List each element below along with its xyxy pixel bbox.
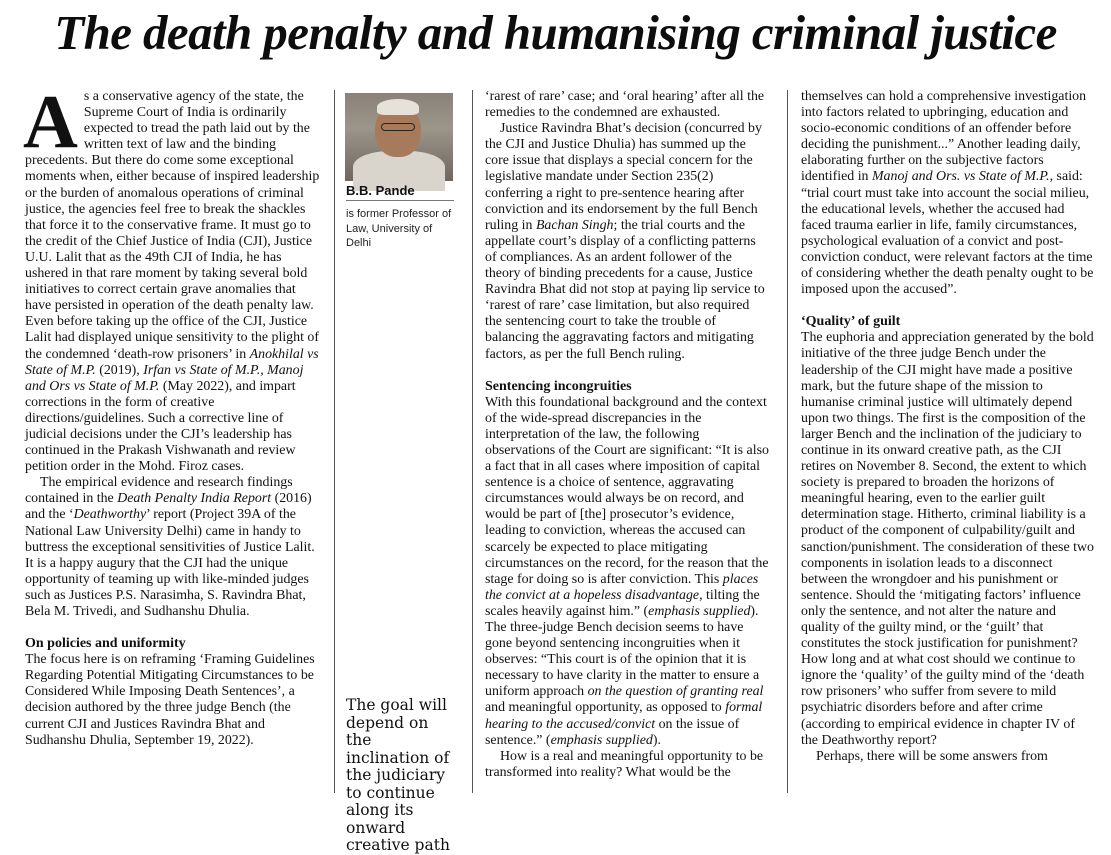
section-heading: On policies and uniformity — [25, 636, 186, 652]
paragraph: Justice Ravindra Bhat’s decision (concurred by the CJI and Justice Dhulia) has summed up the core issue that displays a special concern for the legislative mandate under Section 235(2) conferring a right to pre-sentence hearing after conviction and its endorsement by the full Bench ruling in Bachan Singh; the trial courts and the appellate court’s display of a conflicting patterns of compliances. As an ardent follower of the theory of binding precedents for a cause, Justice Ravindra Bhat did not stop at paying lip service to ‘rarest of rare’ case limitation, but also required the sentencing court to take the trouble of balancing the aggravating factors and mitigating factors, as per the full Bench ruling. — [485, 121, 765, 362]
headline: The death penalty and humanising criminal justice — [54, 5, 1057, 60]
article-column-4 — [801, 89, 1094, 793]
paragraph: Perhaps, there will be some answers from — [816, 748, 1048, 764]
paragraph: The empirical evidence and research findings contained in the Death Penalty India Report (2016) and the ‘Deathworthy’ report (Project 39A of the National Law University Delhi) came in handy to buttress the exceptional sensitivities of Justice Lalit. It is a happy augury that the CJI had the unique opportunity of teaming up with like-minded judges such as Justices P.S. Narasimha, S. Ravindra Bhat, Bela M. Trivedi, and Sudhanshu Dhulia. — [25, 475, 315, 619]
author-name: B.B. Pande — [346, 183, 415, 198]
column-rule — [472, 90, 473, 793]
author-divider — [346, 200, 454, 201]
intro-paragraph: As a conservative agency of the state, the Supreme Court of India is ordinarily expected to tread the path laid out by the written text of law and the binding precedents. But there do come some exceptional moments when, either because of inspired leadership or the burden of anomalous operations of criminal justice, the agencies feel free to break the shackles that force it to the conservative frame. It must go to the credit of the Chief Justice of India (CJI), Justice U.U. Lalit that as the 49th CJI of India, he has ushered in that rare moment by taking several bold initiatives to correct certain grave anomalies that have persisted in operation of the death penalty law. Even before taking up the office of the CJI, Justice Lalit had displayed unique sensitivity to the plight of the condemned ‘death-row prisoners’ in Anokhilal vs State of M.P. (2019), Irfan vs State of M.P., Manoj and Ors vs State of M.P. (May 2022), and impart corrections in the form of creative directions/guidelines. Such a corrective line of judicial decisions under the CJI’s leadership has continued in the Prakash Vishwanath and review petition order in the Mohd. Firoz cases. — [23, 80, 320, 475]
paragraph: The focus here is on reframing ‘Framing Guidelines Regarding Potential Mitigating Circumstances to be Considered While Imposing Death Sentences’, a decision authored by the three judge Bench (the current CJI and Justices Ravindra Bhat and Sudhanshu Dhulia, September 19, 2022). — [25, 652, 315, 748]
column-rule — [787, 90, 788, 793]
author-bio: is former Professor of Law, University of Delhi — [346, 208, 452, 249]
section-heading: Sentencing incongruities — [485, 378, 632, 394]
drop-cap: A — [23, 80, 78, 164]
case-name: Manoj and Ors. vs State of M.P. — [871, 169, 1050, 185]
case-name: Bachan Singh — [535, 217, 614, 233]
paragraph: The euphoria and appreciation generated by the bold initiative of the three judge Bench under the leadership of the CJI might have made a positive mark, but the future shape of the mission to humanise criminal justice will ultimately depend upon two things. The first is the composition of the larger Bench and the inclination of the judiciary to continue in its onward creative path, as the CJI retires on November 8. Second, the extent to which society is prepared to broaden the horizons of meaningful hearing, even to the earlier guilt determination stage. Hitherto, criminal liability is a product of the component of culpability/guilt and sanction/punishment. The consideration of these two components in isolation leads to a disconnect between the wrongdoer and his punishment or sentence. Should the ‘mitigating factors’ influence only the sentence, and not alter the nature and quality of the guilty mind, or the ‘guilt’ that constitutes the stock justification for punishment? How long and at what cost should we continue to ignore the ‘quality’ of the guilty mind of the ‘death row prisoners’ who suffer from severe to mild psychiatric disorders before and after crime (according to empirical evidence in chapter IV of the Deathworthy report? — [801, 330, 1094, 748]
column-rule — [334, 90, 335, 793]
article-column-1 — [23, 80, 321, 793]
paragraph: How is a real and meaningful opportunity to be transformed into reality? What would be the — [485, 748, 764, 780]
paragraph: themselves can hold a comprehensive investigation into factors related to upbringing, education and socio-economic conditions of an offender before deciding the punishment...” Another leading daily, elaborating further on the subjective factors identified in Manoj and Ors. vs State of M.P., said: “trial court must take into account the social milieu, the educational levels, whether the accused had faced trauma earlier in life, family circumstances, psychological evaluation of a convict and post-conviction conduct, were relevant factors at the time of considering whether the death penalty ought to be imposed upon the accused”. — [801, 89, 1094, 298]
paragraph: With this foundational background and the context of the wide-spread discrepancies in the interpretation of the law, the following observations of the Court are significant: “It is also a fact that in all cases where imposition of capital sentence is a choice of sentence, aggravating circumstances would always be on record, and would be part of [the] prosecutor’s evidence, leading to conviction, whereas the accused can scarcely be expected to place mitigating circumstances on the record, for the reason that the stage for doing so is after conviction. This places the convict at a hopeless disadvantage, tilting the scales heavily against him.” (emphasis supplied). The three-judge Bench decision seems to have gone beyond sentencing incongruities when it observes: “This court is of the opinion that it is necessary to have clarity in the matter to ensure a uniform approach on the question of granting real and meaningful opportunity, as opposed to formal hearing to the accused/convict on the issue of sentence.” (emphasis supplied). — [485, 394, 769, 748]
section-heading: ‘Quality’ of guilt — [801, 314, 901, 330]
report-title: Deathworthy — [73, 507, 147, 523]
pull-quote: The goal will depend on the inclination of the judiciary to continue along its onward creative path — [346, 696, 450, 854]
report-title: Death Penalty India Report — [117, 491, 272, 507]
author-photo — [345, 93, 453, 181]
case-name: Irfan vs State of M.P., Manoj and Ors vs State of M.P. — [25, 362, 304, 394]
case-name: Anokhilal vs State of M.P. — [25, 346, 319, 378]
article-column-3 — [485, 89, 769, 793]
paragraph: ‘rarest of rare’ case; and ‘oral hearing’ after all the remedies to the condemned are exhausted. — [485, 89, 765, 121]
